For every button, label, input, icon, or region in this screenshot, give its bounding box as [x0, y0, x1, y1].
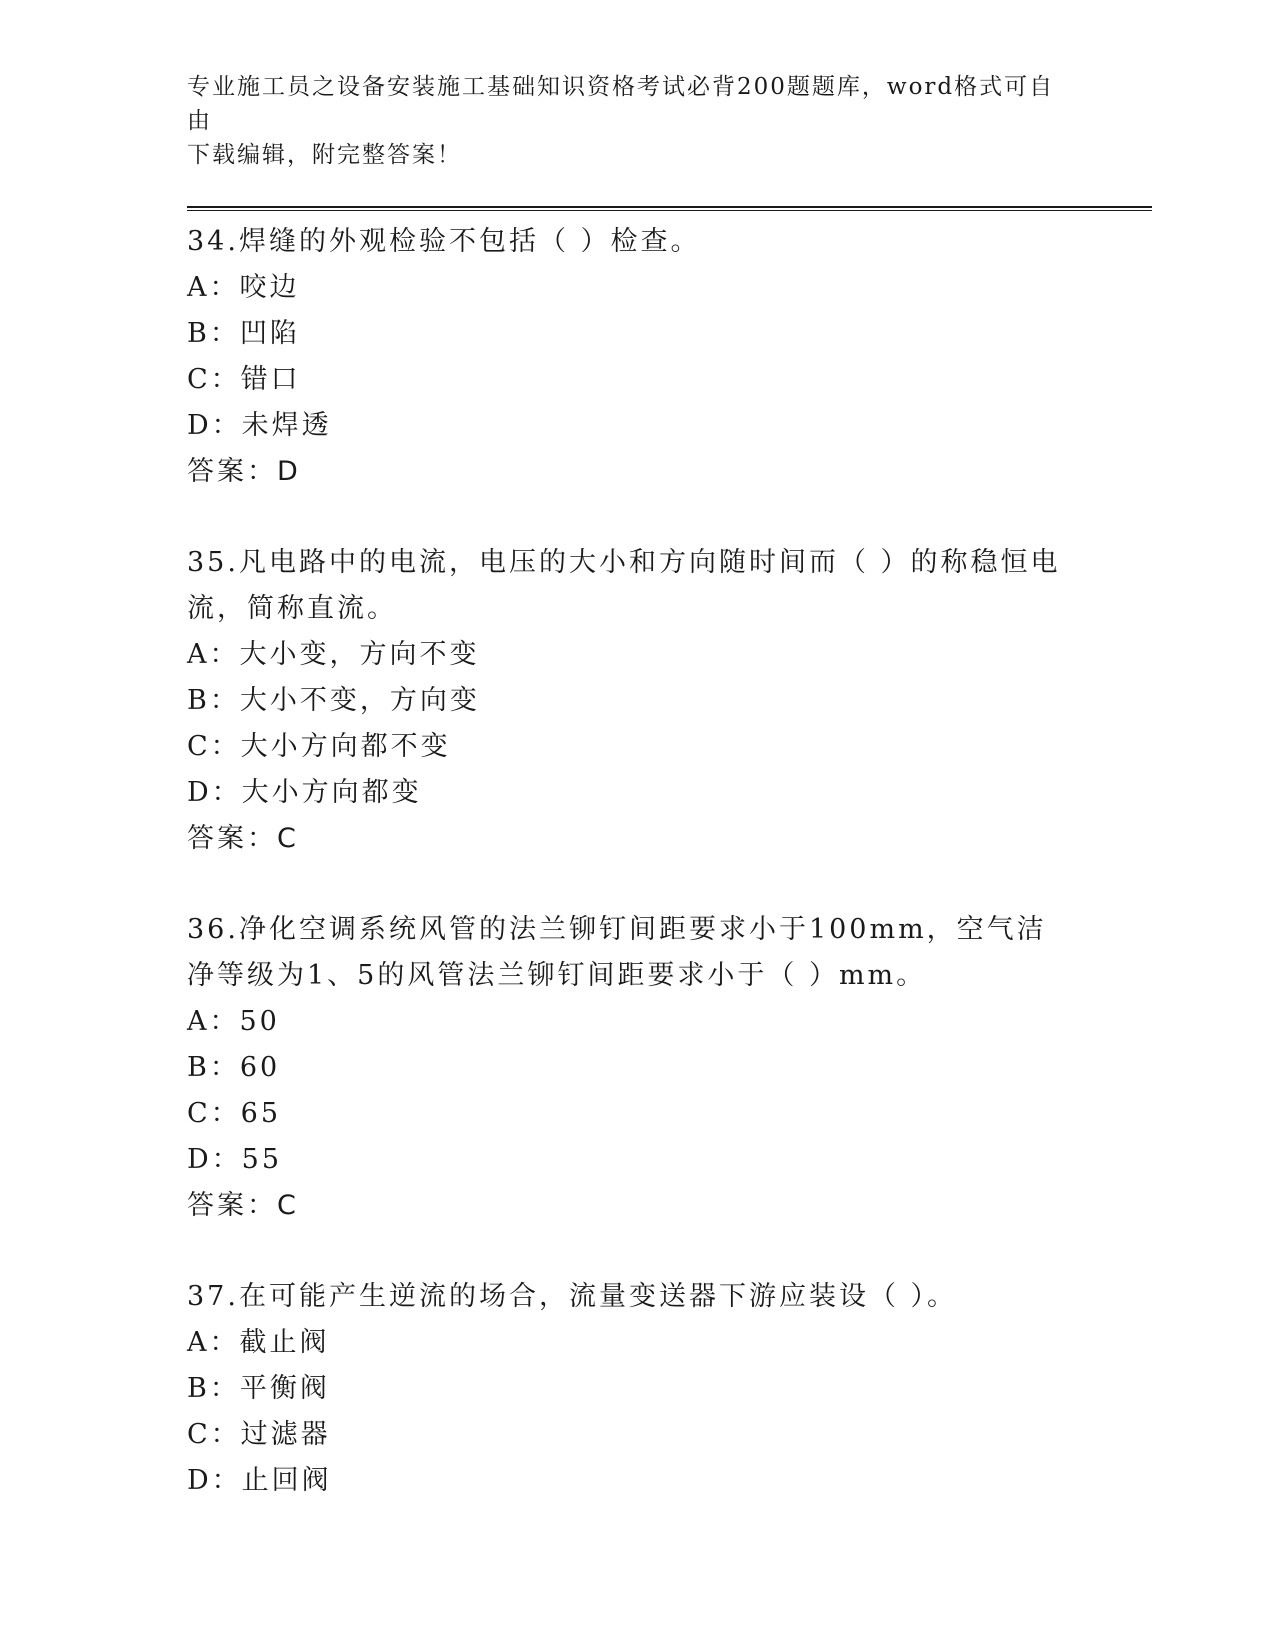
- header-line-2: 下载编辑，附完整答案！: [187, 142, 462, 168]
- question-stem: 37.在可能产生逆流的场合，流量变送器下游应装设（ ）。: [187, 1281, 958, 1312]
- document-page: [187, 70, 1147, 1504]
- option-c: C：过滤器: [187, 1419, 331, 1450]
- question-stem: 36.净化空调系统风管的法兰铆钉间距要求小于100mm，空气洁净等级为1、5的风管法兰铆钉间距要求小于（ ）mm。: [187, 914, 1047, 991]
- option-a: A：大小变，方向不变: [187, 639, 480, 670]
- document-header: [187, 70, 1067, 172]
- question-stem: 34.焊缝的外观检验不包括（ ）检查。: [187, 226, 701, 257]
- option-d: D：未焊透: [187, 410, 332, 441]
- question-stem: 35.凡电路中的电流，电压的大小和方向随时间而（ ）的称稳恒电流，简称直流。: [187, 547, 1061, 624]
- option-b: B：60: [187, 1052, 281, 1083]
- option-d: D：止回阀: [187, 1465, 332, 1496]
- answer-line: 答案：C: [187, 1190, 299, 1221]
- answer-line: 答案：D: [187, 456, 301, 487]
- question-36: [187, 907, 1147, 1229]
- option-c: C：错口: [187, 364, 301, 395]
- option-d: D：55: [187, 1144, 283, 1175]
- question-37: [187, 1274, 1147, 1504]
- option-b: B：大小不变，方向变: [187, 685, 480, 716]
- option-a: A：截止阀: [187, 1327, 330, 1358]
- option-c: C：大小方向都不变: [187, 731, 451, 762]
- answer-line: 答案：C: [187, 823, 299, 854]
- option-c: C：65: [187, 1098, 282, 1129]
- question-34: [187, 219, 1147, 495]
- option-a: A：50: [187, 1006, 280, 1037]
- option-b: B：平衡阀: [187, 1373, 330, 1404]
- option-d: D：大小方向都变: [187, 777, 422, 808]
- header-divider: [187, 206, 1152, 211]
- option-a: A：咬边: [187, 272, 300, 303]
- option-b: B：凹陷: [187, 318, 300, 349]
- question-35: [187, 540, 1147, 862]
- header-line-1: 专业施工员之设备安装施工基础知识资格考试必背200题题库，word格式可自由: [187, 74, 1055, 134]
